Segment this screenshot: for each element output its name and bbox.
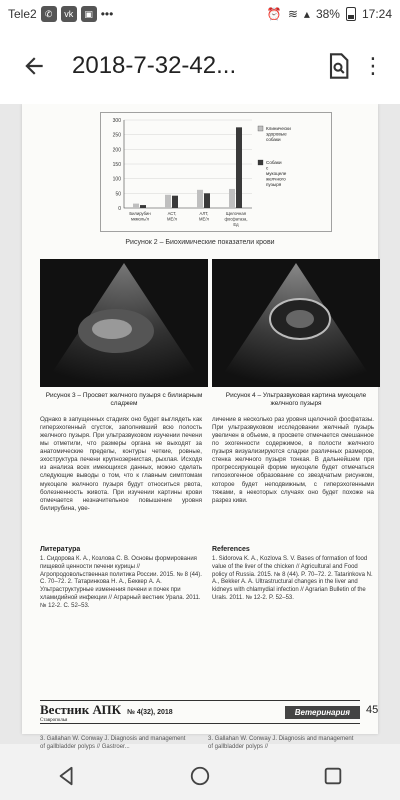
x-tick-label: АЛТ,: [199, 211, 209, 216]
gallery-icon: ▣: [81, 6, 97, 22]
bar-1-1: [172, 196, 178, 208]
legend-label: здоровые: [266, 131, 287, 137]
figure-3-caption: Рисунок 3 – Просвет желчного пузыря с билиарным сладжем: [45, 392, 203, 408]
search-in-document-button[interactable]: [318, 46, 358, 86]
alarm-icon: ⏰: [266, 7, 282, 21]
bar-3-1: [236, 127, 242, 208]
next-page-ref-left: 3. Gallahan W. Conway J. Diagnosis and management of gallbladder polyps // Gastroer...: [40, 736, 186, 750]
x-tick-label: Ед: [233, 222, 239, 227]
more-options-button[interactable]: [358, 46, 388, 86]
battery-percent: 38%: [315, 7, 340, 21]
x-tick-label: фосфатаза,: [224, 216, 248, 222]
legend-label: мукоцеле: [266, 171, 287, 176]
x-tick-label: МЕ/л: [167, 216, 177, 222]
journal-section: Ветеринария: [285, 706, 360, 719]
carrier-label: Tele2: [8, 7, 37, 21]
ultrasound-sludge-picture: [40, 259, 208, 387]
x-tick-label: Билирубин: [129, 211, 151, 216]
arrow-left-icon: [21, 53, 47, 79]
journal-logo: [40, 702, 127, 723]
y-tick-label: 300: [112, 118, 121, 124]
x-tick-label: мкмоль/л: [130, 216, 150, 222]
chart-figure-2: [100, 112, 332, 232]
legend-label: пузыря: [266, 182, 282, 187]
bar-0-0: [133, 204, 139, 208]
ultrasound-image-right: [212, 259, 380, 387]
ultrasound-image-left: [40, 259, 208, 387]
y-tick-label: 0: [118, 206, 121, 212]
circle-home-icon: [189, 765, 211, 787]
y-tick-label: 100: [112, 176, 121, 183]
literature-title: Литература: [40, 546, 81, 553]
system-nav-bar: [0, 752, 400, 800]
x-tick-label: АСТ,: [167, 211, 177, 216]
bar-1-0: [165, 195, 171, 208]
y-tick-label: 50: [115, 191, 121, 198]
battery-icon: [346, 7, 356, 21]
bar-2-0: [197, 190, 203, 208]
journal-logo-sub: Ставрополья: [40, 717, 68, 723]
nav-home-button[interactable]: [180, 756, 220, 796]
back-button[interactable]: [12, 44, 56, 88]
journal-logo-text: Вестник АПК: [40, 701, 122, 717]
bar-chart: [100, 112, 332, 232]
status-bar: [0, 0, 400, 28]
vk-icon: vk: [61, 6, 77, 22]
document-search-icon: [324, 52, 352, 80]
legend-swatch-0: [258, 126, 263, 131]
legend-label: собаки: [266, 137, 281, 142]
ultrasound-mucocele-picture: [212, 259, 380, 387]
references-title: References: [212, 546, 250, 553]
y-tick-label: 250: [112, 132, 121, 139]
journal-footer: [40, 700, 360, 724]
y-tick-label: 200: [112, 147, 121, 154]
document-viewer[interactable]: [0, 104, 400, 744]
body-text-right: личение в несколько раз уровня щелочной фосфатазы. При ультразвуковом исследовании желчный пузырь увеличен в объеме, в просвете отмечается смешанное по эхогенности содержимое, в полости желчного пузыря визуализируются сладжи различных размеров, стенка желчного пузыря тонкая. В дальнейшем при прогрессирующей форме мукоцеле будет отмечаться гипоэхогенное образование со звездчатым рисунком, которое будет неподвижным, с гиперэхогенными тяжами, в некоторых случаях оно будет похоже на разрез киви.: [212, 416, 374, 504]
bar-2-1: [204, 193, 210, 208]
nav-back-button[interactable]: [47, 756, 87, 796]
page-number: 45: [366, 704, 379, 716]
references-list: 1. Sidorova K. A., Kozlova S. V. Bases of formation of food value of the liver of the chicken // Agricultural and Food policy of Russia. 2015. № 8 (44). P. 70–72. 2. Tatarinkova N. A., Bekker A. A. Ultrastructural changes in the liver and kidneys with chlamydial infection // Agrarian Bulletin of the Urals. 2011. № 12-2. P. 52–53.: [212, 556, 373, 601]
ellipsis-icon: •••: [100, 7, 114, 21]
document-title: 2018-7-32-42...: [72, 52, 237, 79]
legend-label: желчного: [266, 176, 286, 182]
square-recents-icon: [322, 765, 344, 787]
legend-swatch-1: [258, 160, 263, 165]
next-page-ref-right: 3. Gallahan W. Conway J. Diagnosis and management of gallbladder polyps //: [208, 736, 354, 750]
legend-label: с: [266, 165, 269, 171]
legend-label: Клинически: [266, 126, 291, 131]
document-page: [22, 104, 378, 734]
whatsapp-icon: ✆: [41, 6, 57, 22]
app-bar: [0, 28, 400, 104]
figure-4-caption: Рисунок 4 – Ультразвуковая картина мукоцеле желчного пузыря: [225, 392, 367, 408]
clock: 17:24: [361, 7, 392, 21]
nav-recents-button[interactable]: [313, 756, 353, 796]
triangle-back-icon: [56, 765, 78, 787]
more-vert-icon: ⋮: [362, 53, 384, 78]
journal-issue: № 4(32), 2018: [127, 708, 173, 716]
status-right: [267, 7, 392, 21]
bar-0-1: [140, 205, 146, 208]
x-tick-label: МЕ/л: [199, 216, 209, 222]
x-tick-label: Щелочная: [226, 211, 246, 216]
legend-label: Собаки: [266, 160, 282, 165]
figure-2-caption: Рисунок 2 – Биохимические показатели крови: [125, 239, 275, 246]
literature-list: 1. Сидорова К. А., Козлова С. В. Основы формирования пищевой ценности печени курицы // Агропродовольственная политика России. 2015. № 8 (44). С. 70–72. 2. Татаринкова Н. А., Беккер А. А. Ультраструктурные изменения печени и почек при хламидийной инфекции // Аграрный вестник Урала. 2011. № 12-2. С. 52–53.: [40, 556, 202, 609]
y-tick-label: 150: [112, 162, 121, 168]
body-text-left: Однако в запущенных стадиях оно будет выглядеть как гиперэхогенный сгусток, заполнивший всю полость желчного пузыря. При ультразвуковом изучении печени мы отметили, что размеры органа не выходят за анатомические пределы, контуры четкие, ровные, эхоструктура печени крупнозернистая, рыхлая. Исходя из анализа всех имеющихся данных, можно сделать следующие выводы о том, что к главным симптомам мукоцеле желчного пузыря будут относиться рвота, болезненность живота. При изучении картины крови отмечается незначительное повышение уровня билирубина, уве-: [40, 416, 202, 512]
signal-icon: ▴: [303, 7, 310, 21]
wifi-icon: ≋: [287, 7, 298, 21]
status-left: [8, 6, 113, 22]
bar-3-0: [229, 189, 235, 208]
